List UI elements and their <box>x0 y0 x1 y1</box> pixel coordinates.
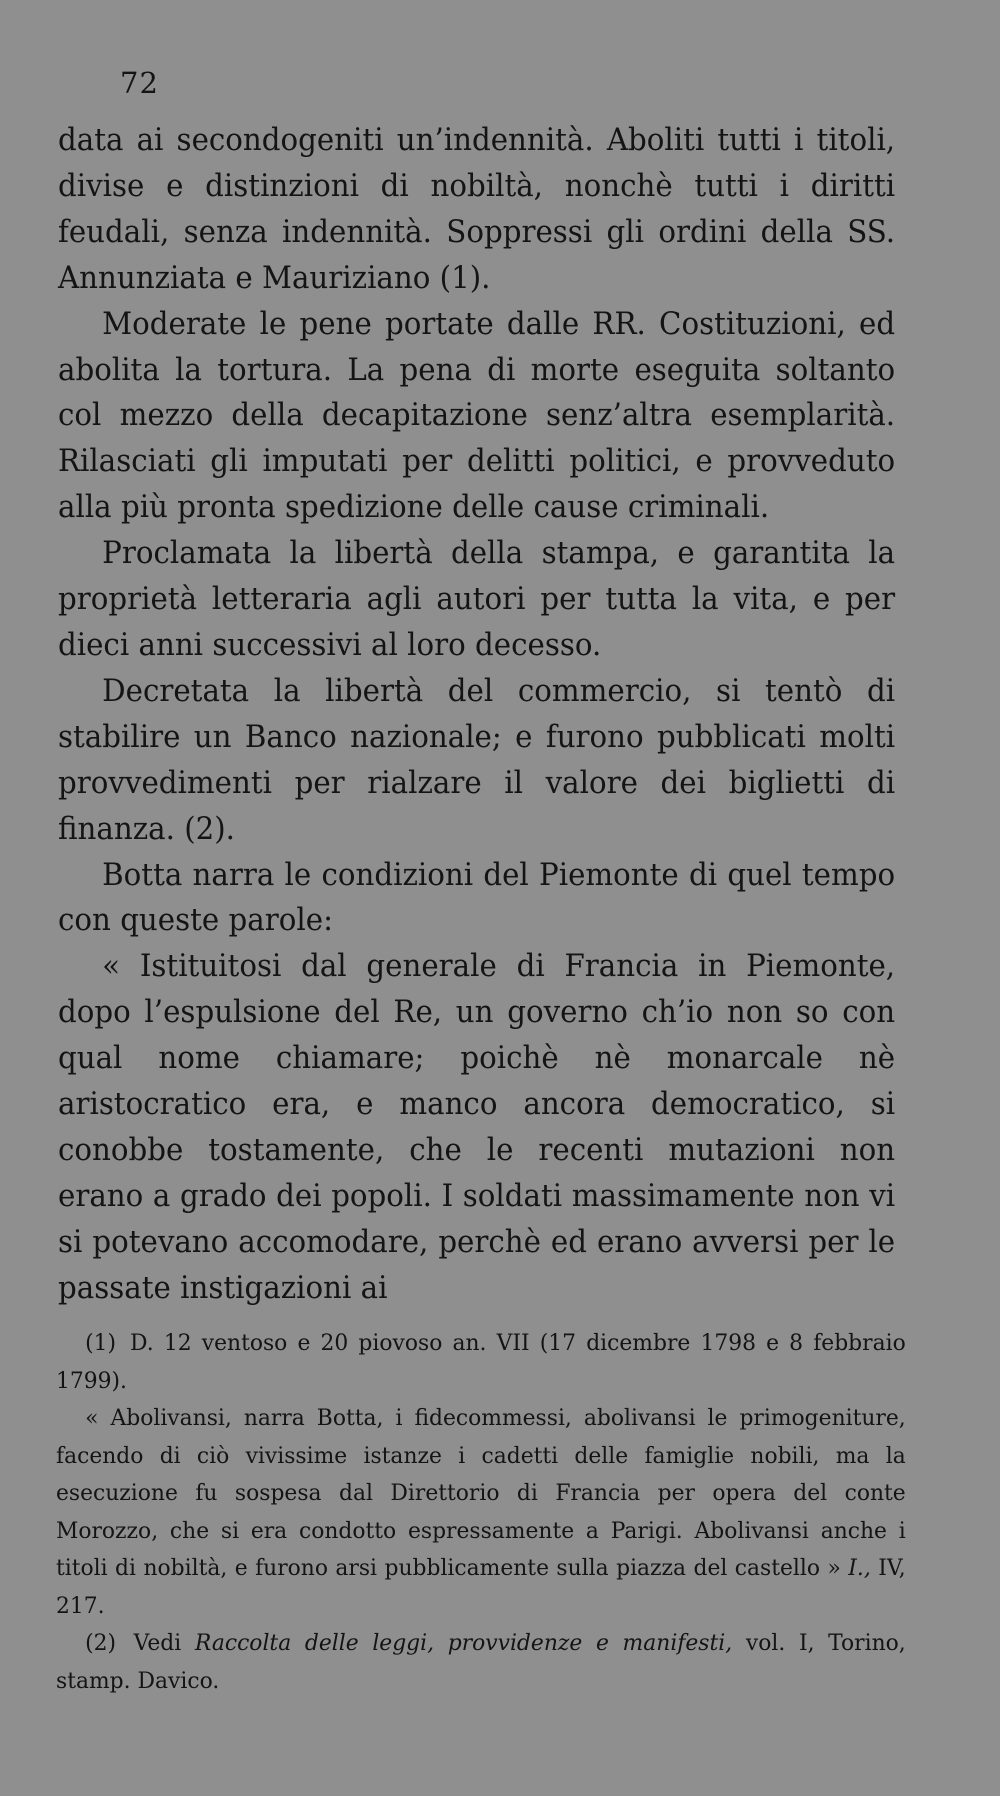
footnote-2 <box>56 1625 906 1700</box>
paragraph-penalties: Moderate le pene portate dalle RR. Costituzioni, ed abolita la tortura. La pena di morte eseguita soltanto col mezzo della decapitazione senz’altra esemplarità. Rilasciati gli imputati per delitti politici, e provveduto alla più pronta spedizione delle cause criminali. <box>58 306 896 526</box>
footnote-1-quote-text: « Abolivansi, narra Botta, i fidecommessi, abolivansi le primogeniture, facendo di ciò vivissime istanze i cadetti delle famiglie nobili, ma la esecuzione fu sospesa dal Direttorio di Francia per opera del conte Morozzo, che si era condotto espressamente a Parigi. Abolivansi anche i titoli di nobiltà, e furono arsi pubblicamente sulla piazza del castello » <box>56 1405 906 1581</box>
paragraph-botta-quote: « Istituitosi dal generale di Francia in Piemonte, dopo l’espulsione del Re, un governo ch’io non so con qual nome chiamare; poichè nè monarcale nè aristocratico era, e manco ancora democratico, si conobbe tostamente, che le recenti mutazioni non erano a grado dei popoli. I soldati massimamente non vi si potevano accomodare, perchè ed erano avversi per le passate instigazioni ai <box>58 949 896 1306</box>
footnote-2-lead: Vedi <box>133 1630 182 1656</box>
footnote-2-ref: (2) <box>85 1630 117 1656</box>
paragraph-press-freedom: Proclamata la libertà della stampa, e garantita la proprietà letteraria agli autori per tutta la vita, e per dieci anni successivi al loro decesso. <box>58 536 896 663</box>
footnote-1-text: D. 12 ventoso e 20 piovoso an. VII (17 dicembre 1798 e 8 febbraio 1799). <box>56 1330 906 1394</box>
footnote-1-cite-italic: I., <box>848 1555 871 1581</box>
footnote-1 <box>56 1325 906 1400</box>
footnote-1-quote <box>56 1400 906 1625</box>
paragraph-abolitions: data ai secondogeniti un’indennità. Aboliti tutti i titoli, divise e distinzioni di nobiltà, nonchè tutti i diritti feudali, senza indennità. Soppressi gli ordini della SS. Annunziata e Mauriziano (1). <box>58 123 896 296</box>
paragraph-commerce: Decretata la libertà del commercio, si tentò di stabilire un Banco nazionale; e furono pubblicati molti provvedimenti per rialzare il valore dei biglietti di finanza. (2). <box>58 673 896 847</box>
footnote-1-cite-rest: IV, 217. <box>56 1555 906 1619</box>
footnote-2-title: Raccolta delle leggi, provvidenze e manifesti, <box>194 1630 733 1656</box>
main-text <box>58 118 895 1312</box>
paragraph-botta-intro: Botta narra le condizioni del Piemonte di quel tempo con queste parole: <box>58 857 896 939</box>
page-number: 72 <box>120 66 159 100</box>
footnote-2-tail: vol. I, Torino, stamp. Davico. <box>56 1630 906 1694</box>
footnotes <box>56 1325 906 1700</box>
footnote-1-ref: (1) <box>85 1330 117 1356</box>
